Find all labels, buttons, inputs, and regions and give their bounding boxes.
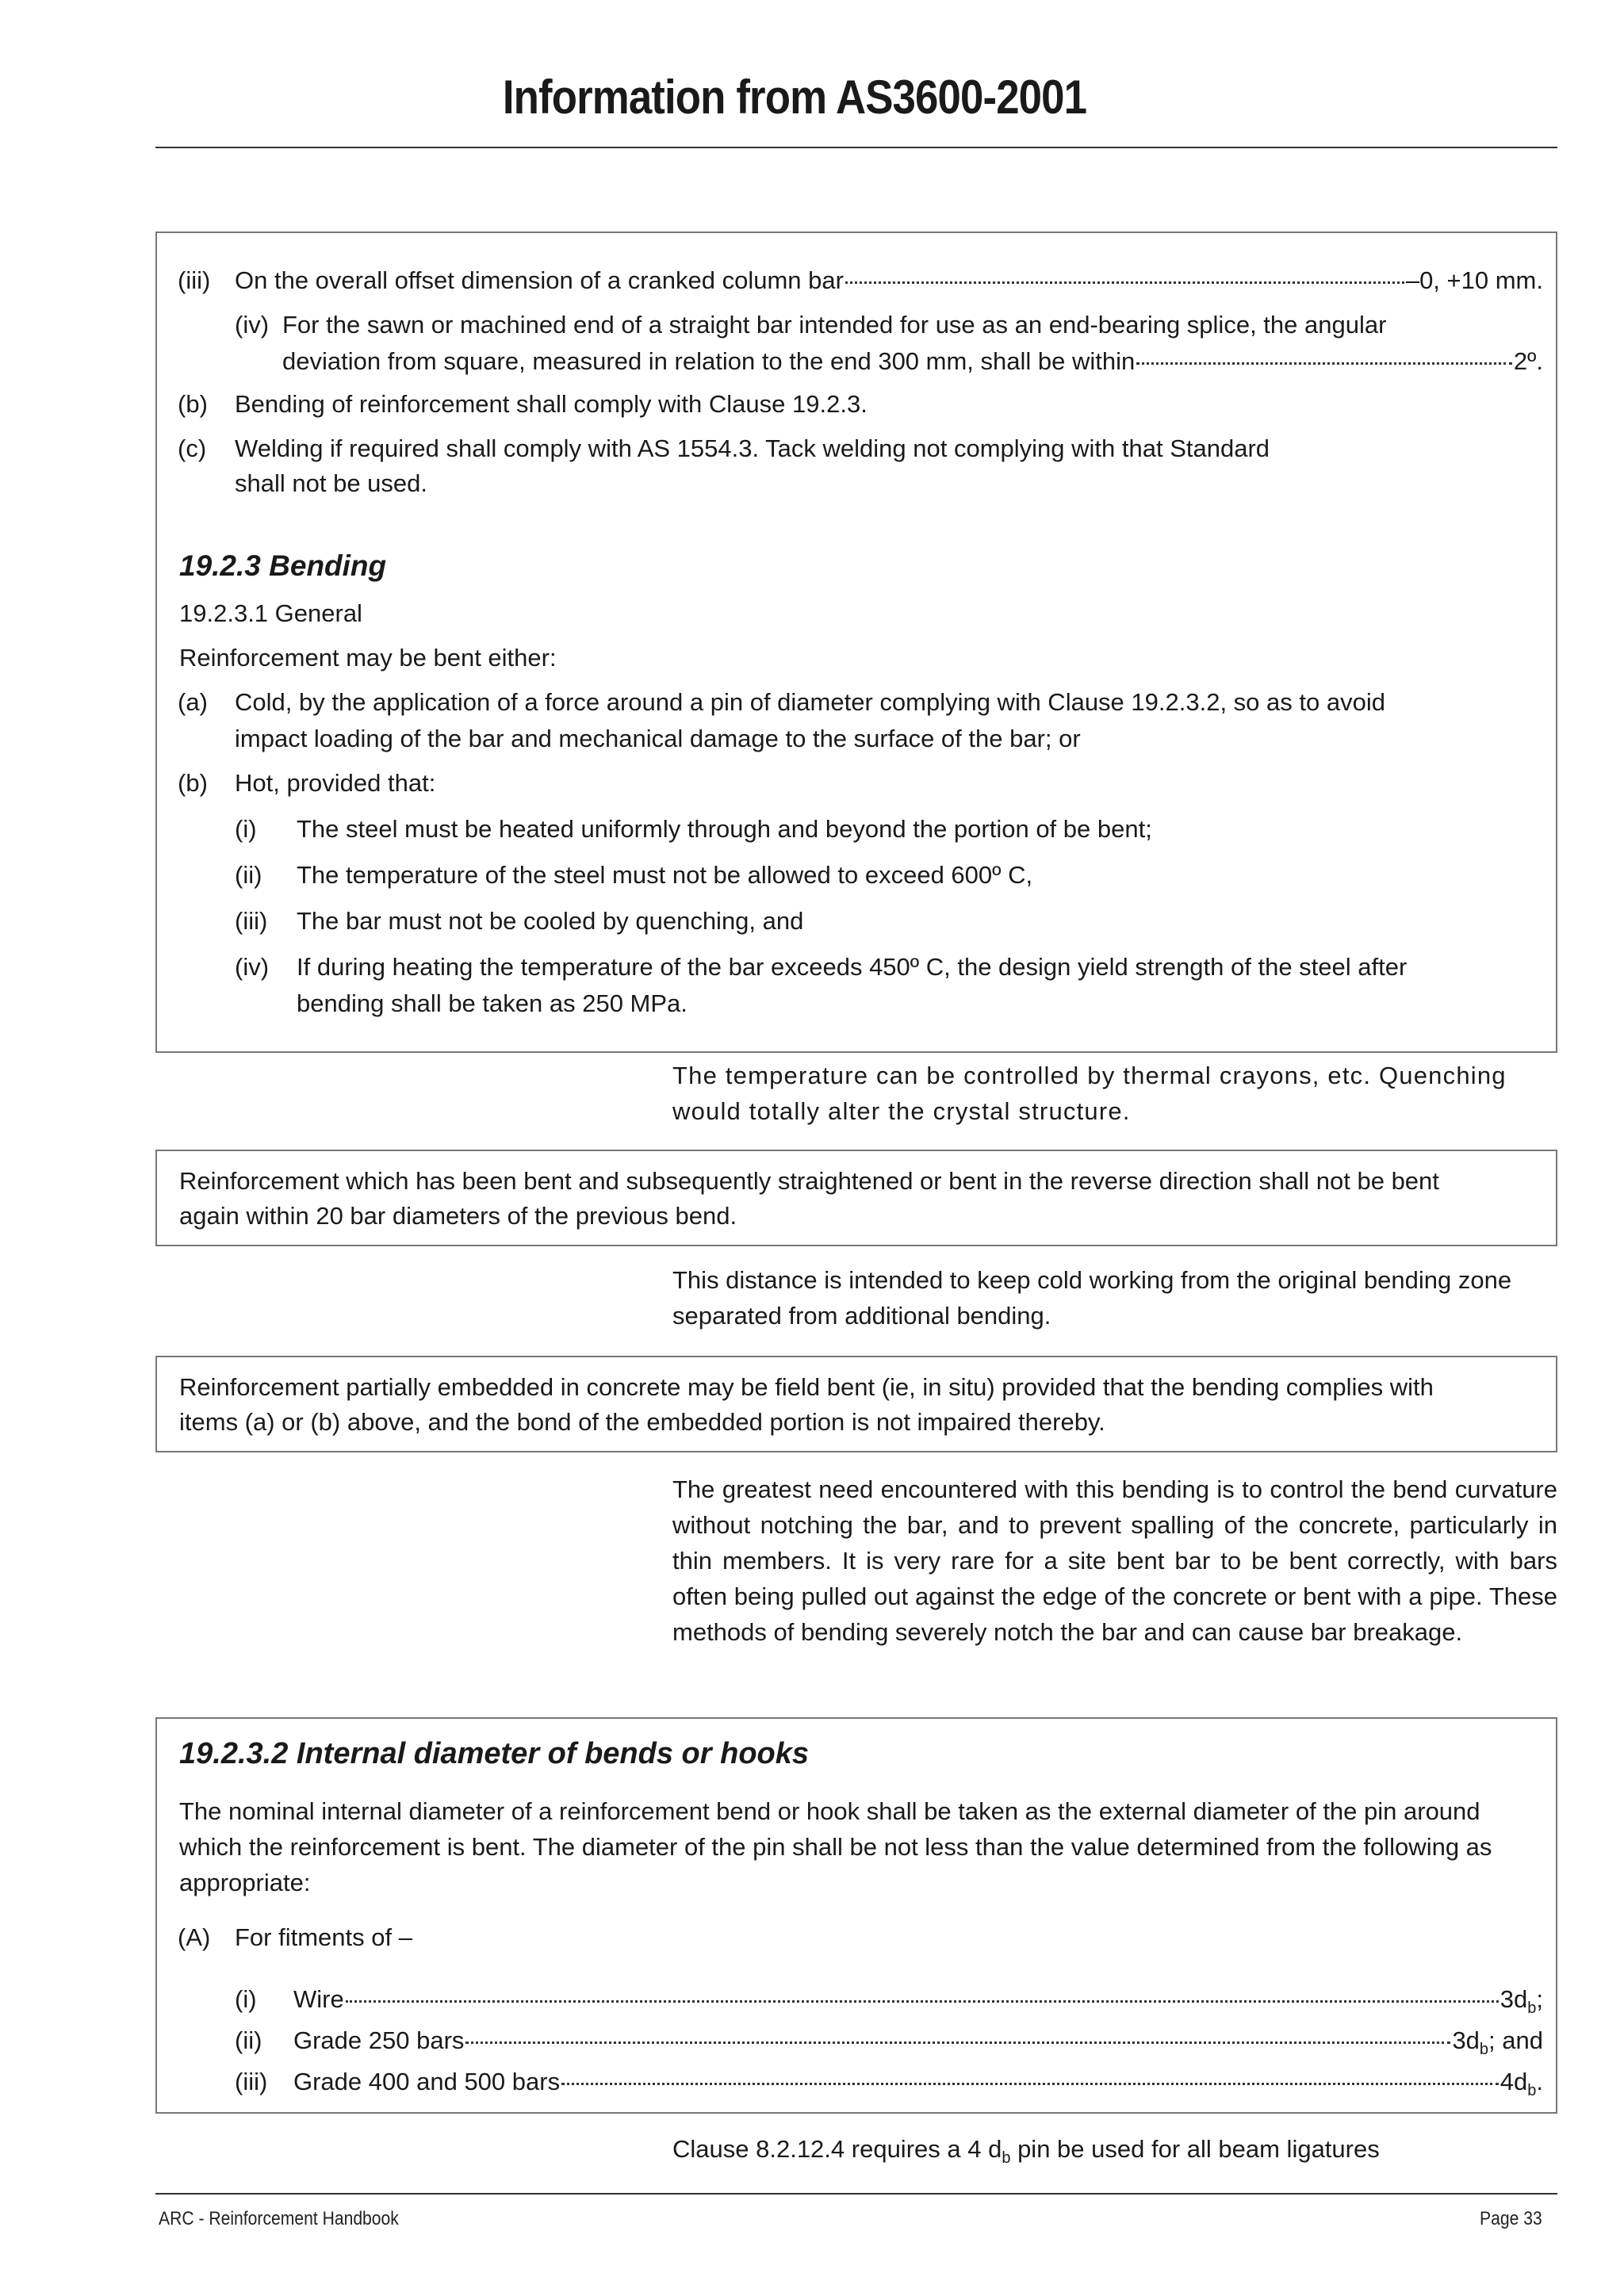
subheading-general: 19.2.3.1 General: [179, 599, 362, 627]
hot-item-text-iv: If during heating the temperature of the bar exceeds 450º C, the design yield strength of the steel after: [297, 953, 1408, 981]
rebending-line2: again within 20 bar diameters of the previous bend.: [179, 1202, 737, 1230]
hot-item-text-i: The steel must be heated uniformly through and beyond the portion of be bent;: [297, 815, 1152, 843]
fitment-label-i: (i): [235, 1985, 257, 2013]
rebending-line1: Reinforcement which has been bent and subsequently straightened or bent in the reverse direction shall not be bent: [179, 1167, 1439, 1195]
leader-dots: [1136, 362, 1512, 365]
sawn-end-text: For the sawn or machined end of a straight bar intended for use as an end-bearing splice, the angular: [282, 311, 1387, 339]
note-line: would totally alter the crystal structure.: [672, 1097, 1131, 1125]
hot-bend-text: Hot, provided that:: [235, 769, 436, 797]
offset-tolerance-line: [235, 263, 1543, 298]
note-line: separated from additional bending.: [672, 1302, 1051, 1330]
welding-text-line1: Welding if required shall comply with AS 1554.3. Tack welding not complying with that Standard: [235, 434, 1270, 462]
welding-text-line2: shall not be used.: [235, 469, 428, 497]
fitment-text: Wire: [293, 1985, 344, 2013]
item-label-b: (b): [178, 390, 208, 418]
page-title: Information from AS3600-2001: [502, 71, 1087, 124]
hot-item-text-iv-line2: bending shall be taken as 250 MPa.: [297, 989, 688, 1017]
item-label-iii: (iii): [178, 266, 211, 294]
hot-item-label-iv: (iv): [235, 953, 270, 981]
item-label-hot: (b): [178, 769, 208, 797]
bending-compliance-text: Bending of reinforcement shall comply with Clause 19.2.3.: [235, 390, 868, 418]
item-label-iv: (iv): [235, 311, 270, 339]
note-line: The temperature can be controlled by thermal crayons, etc. Quenching: [672, 1062, 1507, 1089]
offset-tolerance-value: –0, +10 mm.: [1405, 266, 1543, 294]
hot-item-label-ii: (ii): [235, 861, 262, 889]
fitment-value: $3d_b$;: [1500, 1985, 1543, 2018]
header-rule: [155, 147, 1557, 148]
angular-deviation-value: 2º.: [1513, 347, 1543, 375]
commentary-note-distance: [672, 1262, 1557, 1334]
item-label-A: (A): [178, 1923, 211, 1951]
fitments-text: For fitments of –: [235, 1923, 412, 1951]
section-heading-bending: 19.2.3 Bending: [179, 549, 387, 582]
leader-dots: [845, 281, 1404, 284]
commentary-note-site-bending: The greatest need encountered with this bending is to control the bend curvature without notching the bar, and to prevent spalling of the concrete, particularly in thin members. It is very rare for a site bent bar to be bent correctly, with bars often being pulled out against the edge of the concrete or bent with a pipe. These methods of bending severely notch the bar and can cause bar breakage.: [672, 1475, 1557, 1646]
leader-dots: [346, 2000, 1499, 2003]
offset-tolerance-text: On the overall offset dimension of a cranked column bar: [235, 266, 844, 294]
cold-bend-line1: Cold, by the application of a force around a pin of diameter complying with Clause 19.2.3.2, so as to avoid: [235, 688, 1385, 716]
leader-dots: [561, 2083, 1499, 2085]
item-label-a: (a): [178, 688, 208, 716]
leader-dots: [465, 2042, 1450, 2044]
item-label-c: (c): [178, 434, 207, 462]
note-line: This distance is intended to keep cold working from the original bending zone: [672, 1266, 1512, 1294]
footer-page-number: Page 33: [1480, 2208, 1542, 2229]
angular-deviation-line: [282, 344, 1543, 379]
angular-deviation-text: deviation from square, measured in relation to the end 300 mm, shall be within: [282, 347, 1136, 375]
footer-publication: ARC - Reinforcement Handbook: [159, 2208, 399, 2229]
fitment-text: Grade 250 bars: [293, 2026, 465, 2054]
fitment-row-wire: [293, 1982, 1543, 2026]
footer-rule: [155, 2193, 1557, 2195]
cold-bend-line2: impact loading of the bar and mechanical damage to the surface of the bar; or: [235, 725, 1081, 752]
fitment-value: $3d_b$; and: [1452, 2026, 1543, 2059]
internal-diameter-paragraph: The nominal internal diameter of a reinforcement bend or hook shall be taken as the external diameter of the pin around which the reinforcement is bent. The diameter of the pin shall be not less than the value determined from the following as appropriate:: [179, 1797, 1492, 1896]
field-bend-line1: Reinforcement partially embedded in concrete may be field bent (ie, in situ) provided that the bending complies with: [179, 1373, 1434, 1401]
hot-item-text-ii: The temperature of the steel must not be allowed to exceed 600º C,: [297, 861, 1033, 889]
commentary-note-ligatures: Clause 8.2.12.4 requires a 4 $d_b$ pin be used for all beam ligatures: [672, 2135, 1380, 2168]
commentary-note-temperature: [672, 1058, 1557, 1129]
hot-item-label-i: (i): [235, 815, 257, 843]
fitment-text: Grade 400 and 500 bars: [293, 2068, 561, 2095]
field-bend-line2: items (a) or (b) above, and the bond of the embedded portion is not impaired thereby.: [179, 1408, 1105, 1436]
section-heading-internal-diameter: 19.2.3.2 Internal diameter of bends or hooks: [179, 1737, 810, 1770]
fitment-value: $4d_b$.: [1500, 2068, 1543, 2100]
hot-item-label-iii: (iii): [235, 907, 268, 935]
fitment-row-grade400-500: [293, 2064, 1543, 2108]
bending-intro: Reinforcement may be bent either:: [179, 644, 557, 672]
fitment-row-grade250: [293, 2023, 1543, 2067]
hot-item-text-iii: The bar must not be cooled by quenching, and: [297, 907, 804, 935]
fitment-label-iii: (iii): [235, 2068, 268, 2095]
fitment-label-ii: (ii): [235, 2026, 262, 2054]
